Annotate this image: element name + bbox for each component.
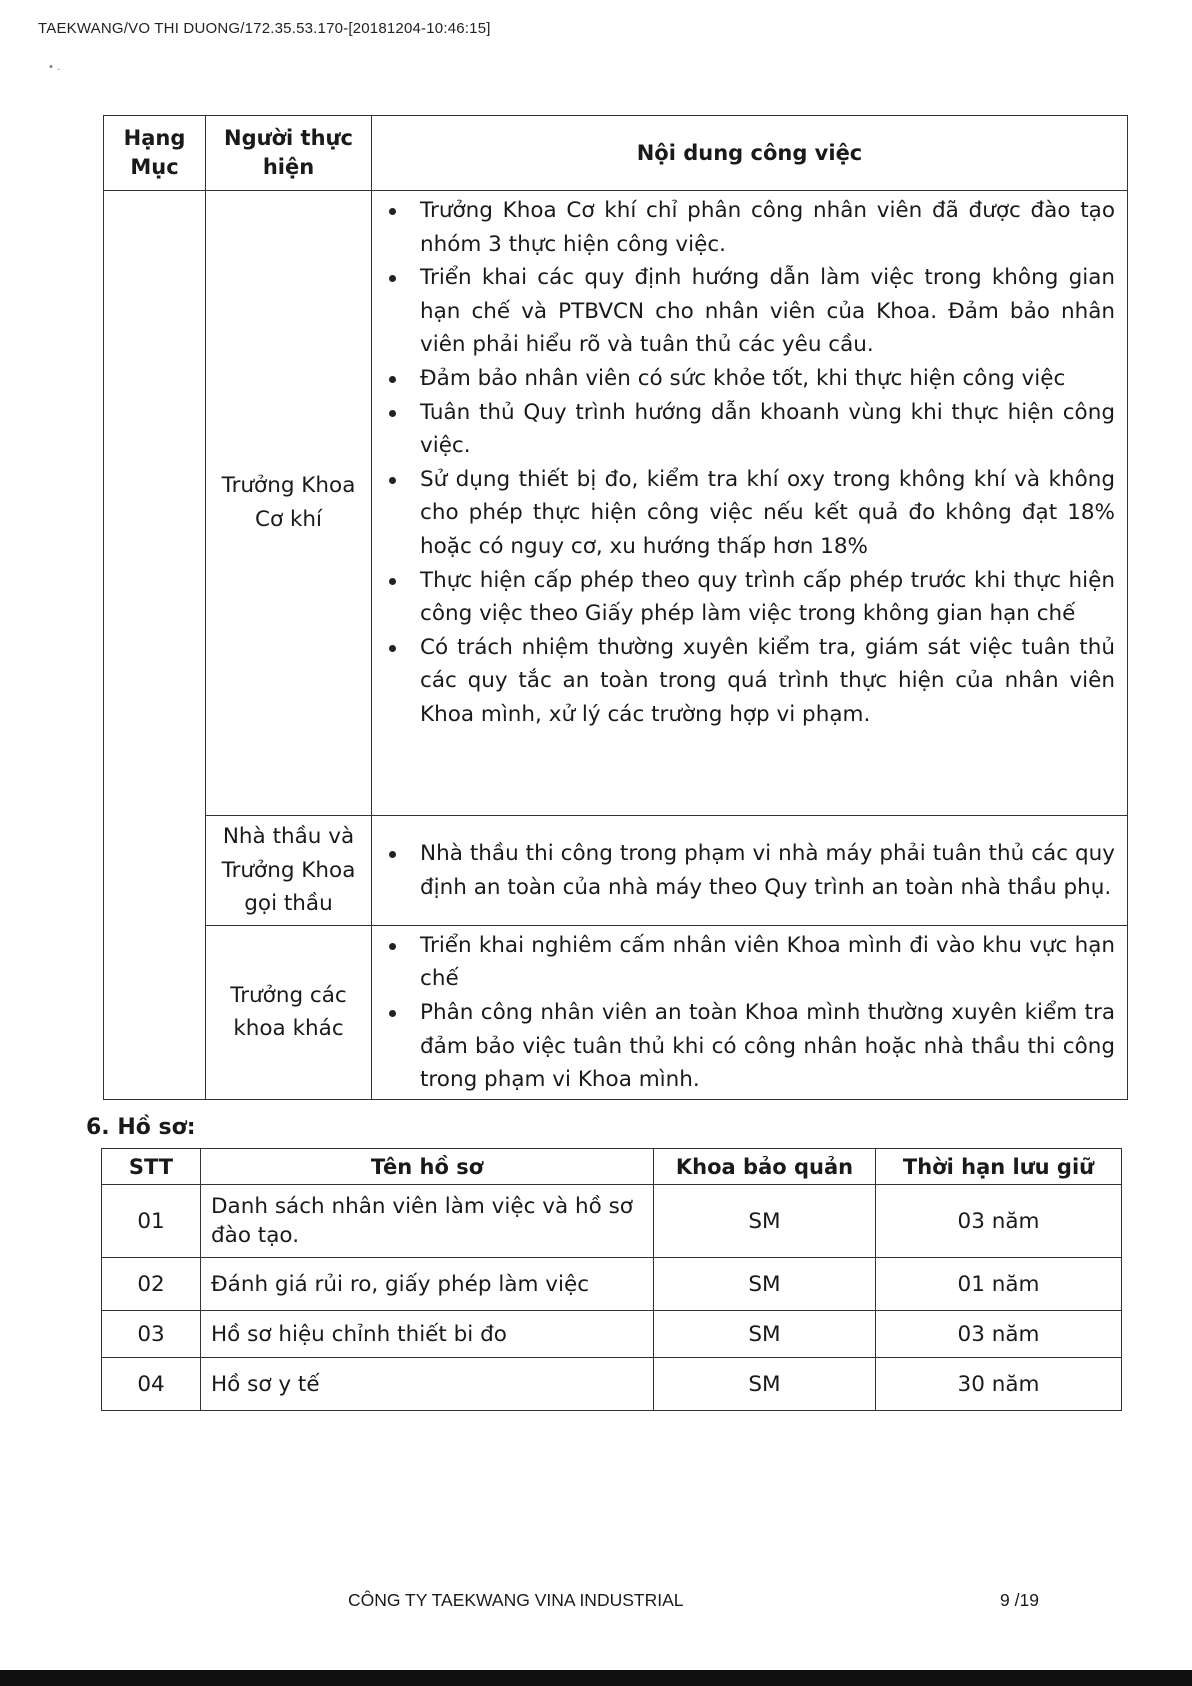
task-list [380,929,1115,1097]
table-row [102,1358,1122,1411]
section-title: 6. Hồ sơ: [86,1115,196,1140]
retention-cell: 01 năm [876,1258,1122,1311]
header-stt: STT [102,1149,201,1185]
list-item: Phân công nhân viên an toàn Khoa mình thường xuyên kiểm tra đảm bảo việc tuân thủ khi có công nhân hoặc nhà thầu thi công trong phạm vi Khoa mình. [380,996,1115,1097]
table-row [104,191,1128,816]
list-item: Đảm bảo nhân viên có sức khỏe tốt, khi thực hiện công việc [380,362,1115,396]
retention-cell: 03 năm [876,1185,1122,1258]
stt-cell: 01 [102,1185,201,1258]
header-custodian: Khoa bảo quản [654,1149,876,1185]
list-item: Nhà thầu thi công trong phạm vi nhà máy phải tuân thủ các quy định an toàn của nhà máy theo Quy trình an toàn nhà thầu phụ. [380,837,1115,904]
list-item: Triển khai các quy định hướng dẫn làm việc trong không gian hạn chế và PTBVCN cho nhân viên của Khoa. Đảm bảo nhân viên phải hiểu rõ và tuân thủ các yêu cầu. [380,261,1115,362]
header-category: Hạng Mục [104,116,206,191]
custodian-cell: SM [654,1185,876,1258]
task-list [380,194,1115,732]
list-item: Thực hiện cấp phép theo quy trình cấp phép trước khi thực hiện công việc theo Giấy phép làm việc trong không gian hạn chế [380,564,1115,631]
task-cell [372,816,1128,926]
table-row [104,816,1128,926]
table-header-row [104,116,1128,191]
task-list [380,837,1115,904]
table-row [102,1185,1122,1258]
record-name-cell: Danh sách nhân viên làm việc và hồ sơ đào tạo. [201,1185,654,1258]
record-name-cell: Đánh giá rủi ro, giấy phép làm việc [201,1258,654,1311]
page-number: 9 /19 [1000,1590,1039,1610]
responsibility-table [103,115,1128,1100]
custodian-cell: SM [654,1311,876,1358]
records-table [101,1148,1122,1411]
stt-cell: 02 [102,1258,201,1311]
task-cell [372,191,1128,816]
performer-cell: Trưởng các khoa khác [206,925,372,1099]
list-item: Triển khai nghiêm cấm nhân viên Khoa mình đi vào khu vực hạn chế [380,929,1115,996]
task-cell [372,925,1128,1099]
table-row [104,925,1128,1099]
list-item: Tuân thủ Quy trình hướng dẫn khoanh vùng khi thực hiện công việc. [380,396,1115,463]
performer-cell: Trưởng Khoa Cơ khí [206,191,372,816]
header-performer: Người thực hiện [206,116,372,191]
record-name-cell: Hồ sơ y tế [201,1358,654,1411]
scan-edge [0,1670,1192,1686]
custodian-cell: SM [654,1258,876,1311]
print-stamp: TAEKWANG/VO THI DUONG/172.35.53.170-[20181204-10:46:15] [38,20,491,37]
header-job-content: Nội dung công việc [372,116,1128,191]
table-row [102,1311,1122,1358]
footer-company: CÔNG TY TAEKWANG VINA INDUSTRIAL [348,1590,684,1610]
header-record-name: Tên hồ sơ [201,1149,654,1185]
list-item: Trưởng Khoa Cơ khí chỉ phân công nhân viên đã được đào tạo nhóm 3 thực hiện công việc. [380,194,1115,261]
table-row [102,1258,1122,1311]
table-header-row [102,1149,1122,1185]
category-cell [104,191,206,1100]
custodian-cell: SM [654,1358,876,1411]
performer-cell: Nhà thầu và Trưởng Khoa gọi thầu [206,816,372,926]
list-item: Có trách nhiệm thường xuyên kiểm tra, giám sát việc tuân thủ các quy tắc an toàn trong quá trình thực hiện của nhân viên Khoa mình, xử lý các trường hợp vi phạm. [380,631,1115,732]
stt-cell: 03 [102,1311,201,1358]
scan-marks: • . [48,62,61,73]
stt-cell: 04 [102,1358,201,1411]
list-item: Sử dụng thiết bị đo, kiểm tra khí oxy trong không khí và không cho phép thực hiện công việc nếu kết quả đo không đạt 18% hoặc có nguy cơ, xu hướng thấp hơn 18% [380,463,1115,564]
record-name-cell: Hồ sơ hiệu chỉnh thiết bi đo [201,1311,654,1358]
retention-cell: 30 năm [876,1358,1122,1411]
header-retention: Thời hạn lưu giữ [876,1149,1122,1185]
retention-cell: 03 năm [876,1311,1122,1358]
